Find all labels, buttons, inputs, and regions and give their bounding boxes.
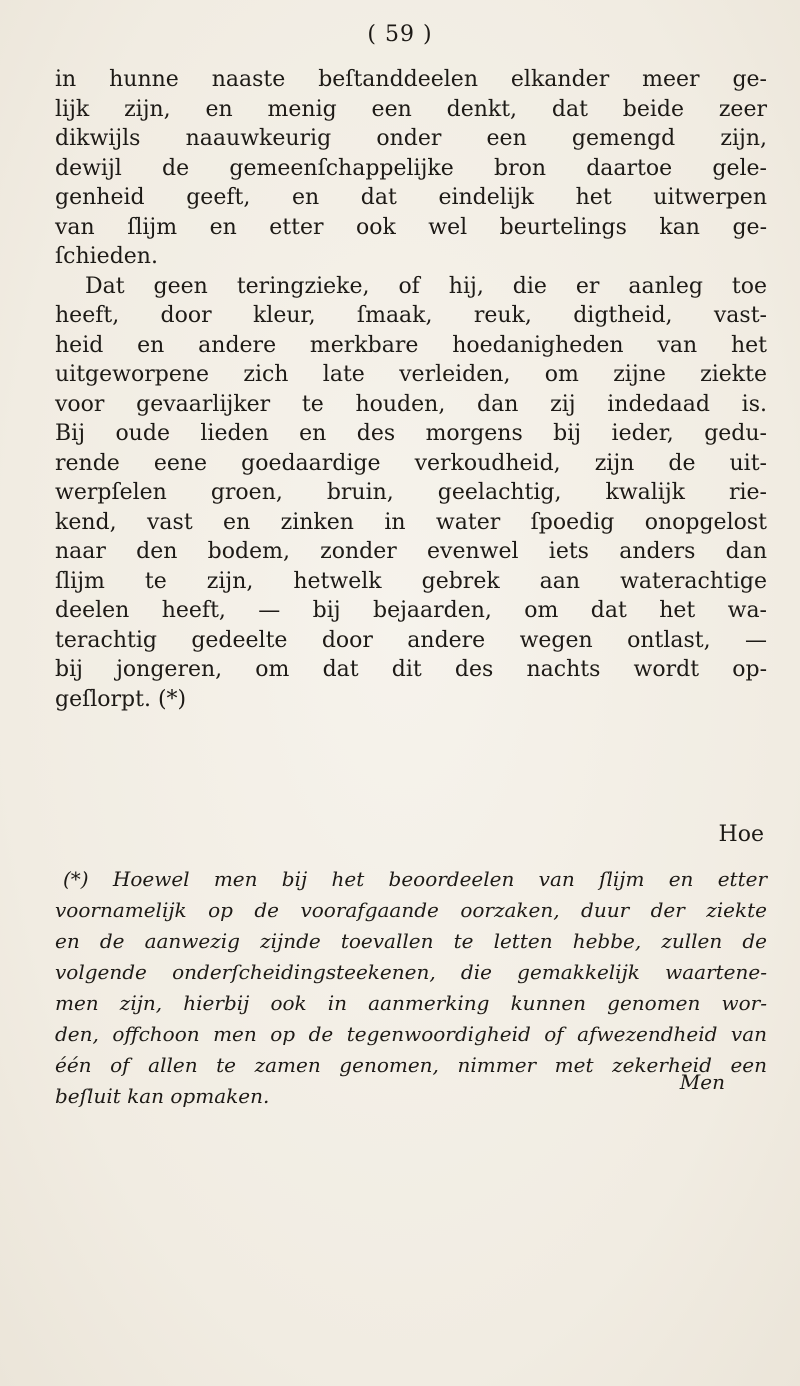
text-line: heeft, door kleur, ſmaak, reuk, digtheid, vast- [55,303,767,328]
footnote-line: beſluit kan opmaken. [55,1084,270,1108]
footnote-line: voornamelijk op de voorafgaande oorzaken, duur der ziekte [55,898,767,922]
footnote-line: volgende onderſcheidingsteekenen, die gemakkelijk waartene- [55,960,767,984]
text-line: dikwijls naauwkeurig onder een gemengd zijn, [55,126,767,151]
text-line: kend, vast en zinken in water ſpoedig onopgelost [55,509,767,535]
text-line: bij jongeren, om dat dit des nachts wordt op- [55,657,767,682]
footnote-catchword: Men [679,1070,725,1094]
footnote-line: en de aanwezig zijnde toevallen te letten hebbe, zullen de [55,929,767,953]
text-line: geſlorpt. (*) [55,686,187,712]
text-line: van ſlijm en etter ook wel beurtelings kan ge- [55,214,767,240]
text-line: terachtig gedeelte door andere wegen ontlast, — [55,627,767,653]
text-line: Bij oude lieden en des morgens bij ieder, gedu- [55,421,767,446]
catchword: Hoe [718,822,764,847]
text-line: lijk zijn, en menig een denkt, dat beide zeer [55,96,767,122]
text-line: werpſelen groen, bruin, geelachtig, kwalijk rie- [55,480,767,505]
text-line: in hunne naaste beſtanddeelen elkander meer ge- [55,67,767,92]
footnote-line: (*) Hoewel men bij het beoordeelen van ſlijm en etter [63,867,767,891]
page-number: ( 59 ) [367,22,433,47]
text-line: genheid geeft, en dat eindelijk het uitwerpen [55,185,767,210]
footnote-line: één of allen te zamen genomen, nimmer met zekerheid een [55,1053,767,1077]
paragraph-start-line: Dat geen teringzieke, of hij, die er aanleg toe [85,273,767,299]
text-line: naar den bodem, zonder evenwel iets anders dan [55,539,767,564]
text-line: voor gevaarlijker te houden, dan zij indedaad is. [55,391,767,417]
footnote [55,864,767,1112]
text-line: heid en andere merkbare hoedanigheden van het [55,332,767,358]
text-line: ſlijm te zijn, hetwelk gebrek aan waterachtige [55,568,767,594]
footnote-line: men zijn, hierbij ook in aanmerking kunnen genomen wor- [55,991,767,1015]
text-line: dewijl de gemeenſchappelijke bron daartoe gele- [55,155,767,181]
body-text [55,65,767,714]
footnote-line: den, offchoon men op de tegenwoordigheid of afwezendheid van [55,1022,767,1046]
text-line: uitgeworpene zich late verleiden, om zijne ziekte [55,362,767,387]
text-line: ſchieden. [55,244,158,269]
text-line: deelen heeft, — bij bejaarden, om dat het wa- [55,598,767,623]
text-line: rende eene goedaardige verkoudheid, zijn de uit- [55,450,767,476]
